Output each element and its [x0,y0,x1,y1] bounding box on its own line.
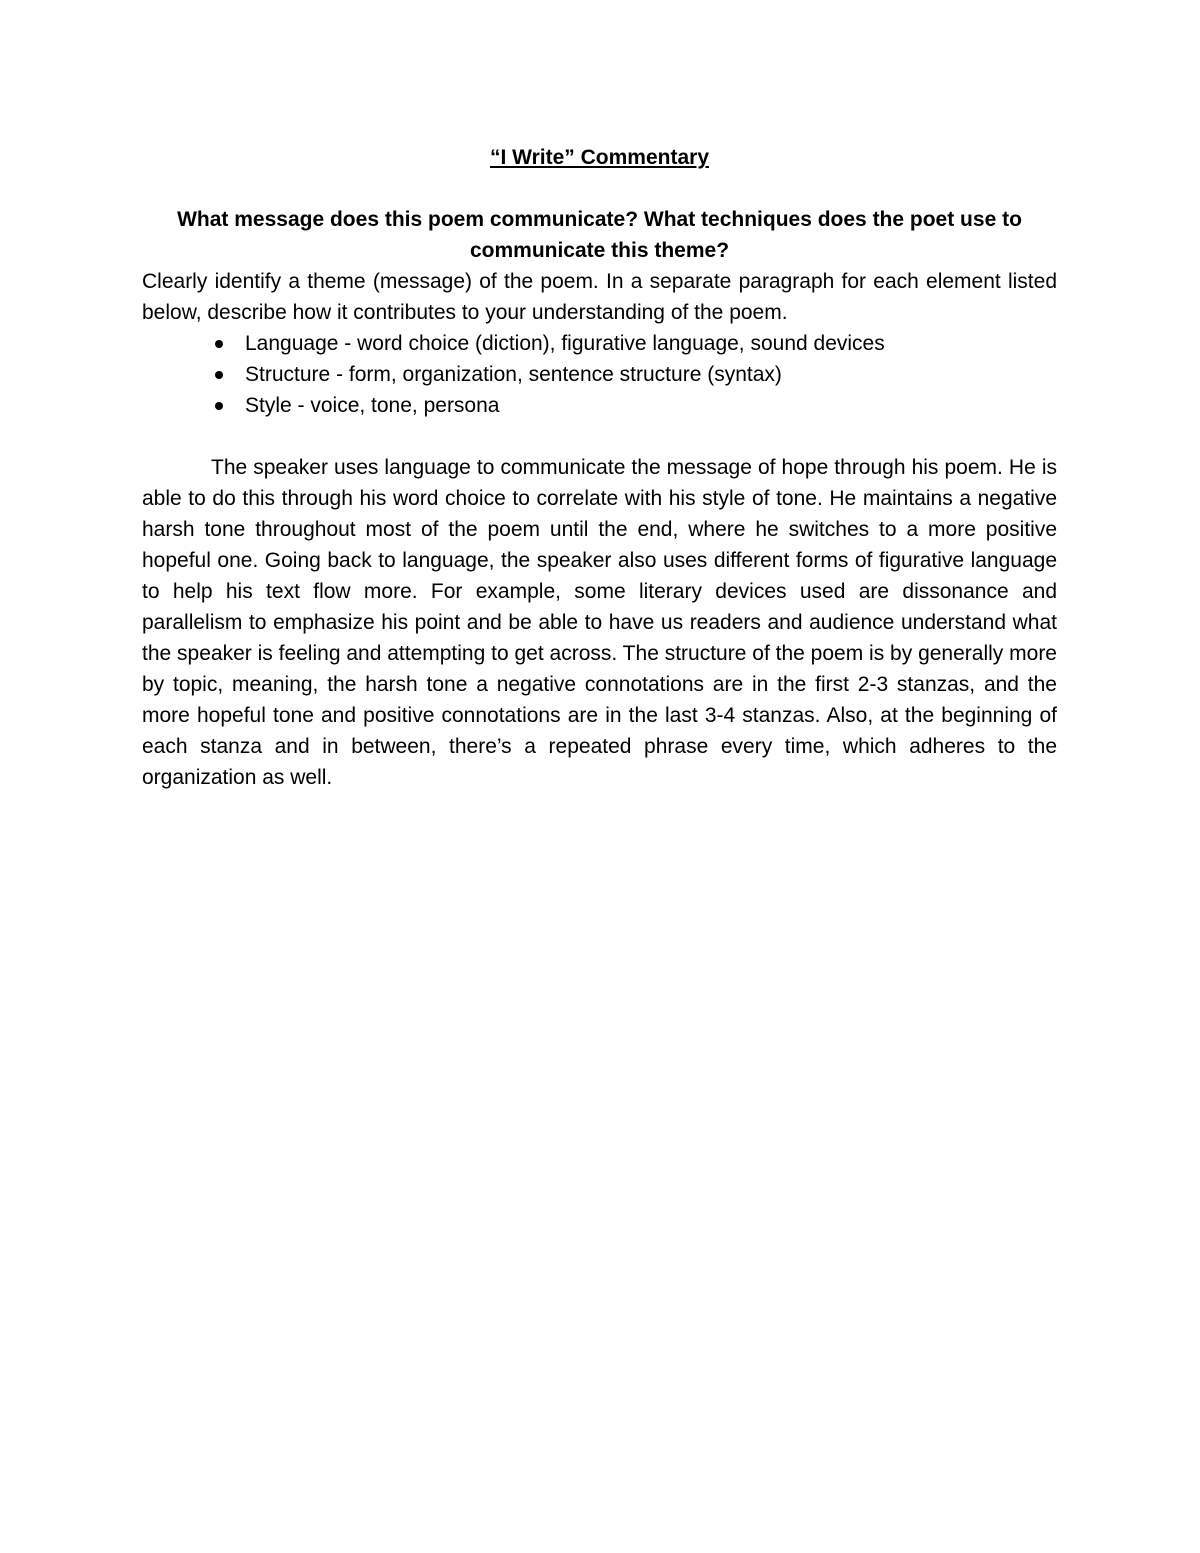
list-item-text: Style - voice, tone, persona [245,394,500,417]
bullet-icon [215,371,223,379]
bullet-icon [215,402,223,410]
element-list [142,328,1057,421]
list-item-text: Language - word choice (diction), figurative language, sound devices [245,332,885,355]
document-content [142,142,1057,793]
prompt-question-line-2: communicate this theme? [469,239,730,262]
list-item-text: Structure - form, organization, sentence structure (syntax) [245,363,782,386]
prompt-question [142,204,1057,266]
list-item [142,390,1057,421]
list-item [142,359,1057,390]
bullet-icon [215,340,223,348]
prompt-instructions: Clearly identify a theme (message) of the poem. In a separate paragraph for each element listed below, describe how it contributes to your understanding of the poem. [142,270,1057,324]
response-paragraph: The speaker uses language to communicate the message of hope through his poem. He is able to do this through his word choice to correlate with his style of tone. He maintains a negative harsh tone throughout most of the poem until the end, where he switches to a more positive hopeful one. Going back to language, the speaker also uses different forms of figurative language to help his text flow more. For example, some literary devices used are dissonance and parallelism to emphasize his point and be able to have us readers and audience understand what the speaker is feeling and attempting to get across. The structure of the poem is by generally more by topic, meaning, the harsh tone a negative connotations are in the first 2-3 stanzas, and the more hopeful tone and positive connotations are in the last 3-4 stanzas. Also, at the beginning of each stanza and in between, there’s a repeated phrase every time, which adheres to the organization as well. [142,456,1057,789]
document-title: “I Write” Commentary [490,146,709,169]
list-item [142,328,1057,359]
prompt-question-line-1: What message does this poem communicate? What techniques does the poet use to [177,208,1022,231]
